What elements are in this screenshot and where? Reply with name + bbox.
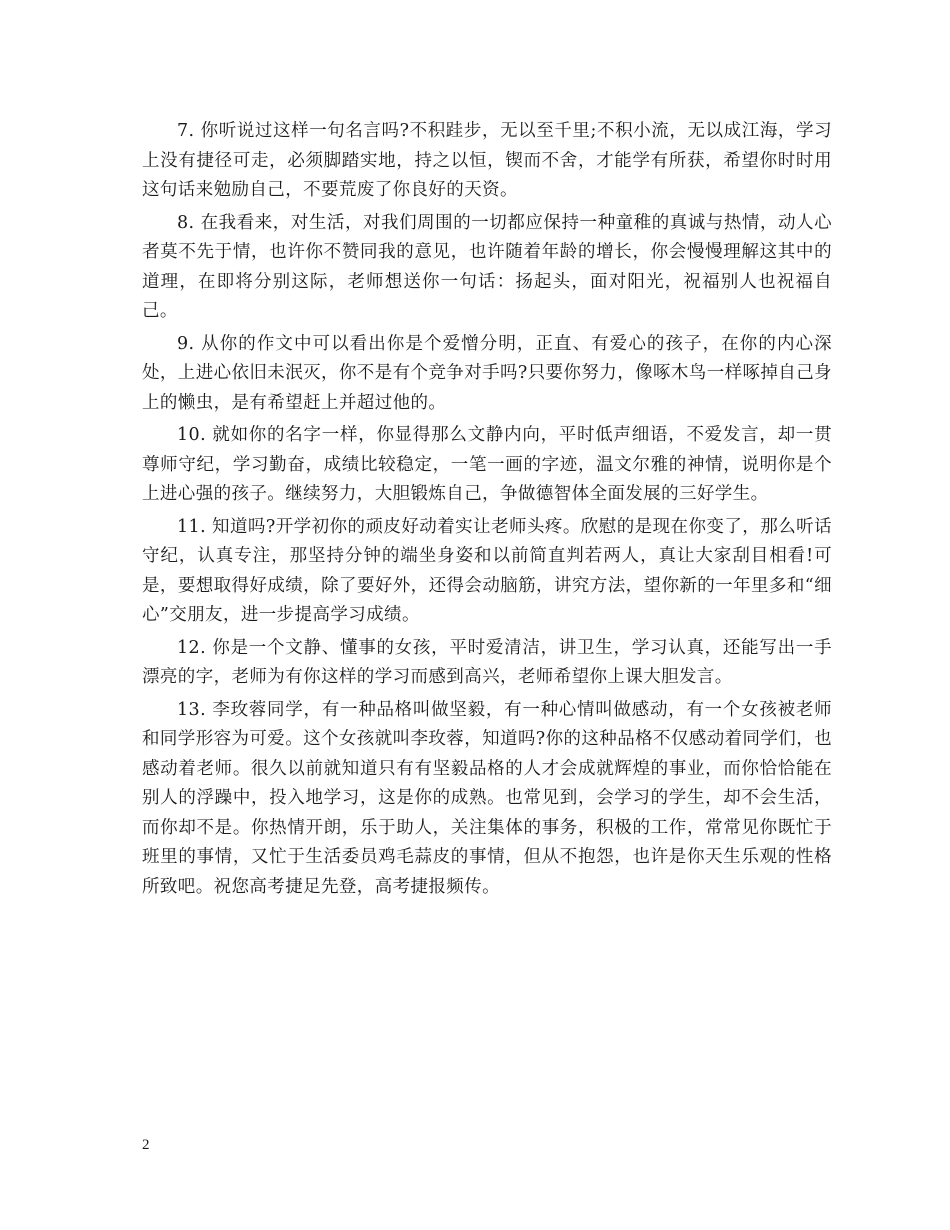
page-number: 2 (142, 1137, 150, 1153)
document-body (142, 117, 832, 905)
paragraph-8: 8. 在我看来，对生活，对我们周围的一切都应保持一种童稚的真诚与热情，动人心者莫不先于情，也许你不赞同我的意见，也许随着年龄的增长，你会慢慢理解这其中的道理，在即将分别这际，老师想送你一句话：扬起头，面对阳光，祝福别人也祝福自己。 (142, 212, 832, 321)
paragraph-10: 10. 就如你的名字一样，你显得那么文静内向，平时低声细语，不爱发言，却一贯尊师守纪，学习勤奋，成绩比较稳定，一笔一画的字迹，温文尔雅的神情，说明你是个上进心强的孩子。继续努力，大胆锻炼自己，争做德智体全面发展的三好学生。 (142, 425, 832, 504)
paragraph-12: 12. 你是一个文静、懂事的女孩，平时爱清洁，讲卫生，学习认真，还能写出一手漂亮的字，老师为有你这样的学习而感到高兴，老师希望你上课大胆发言。 (142, 637, 832, 687)
paragraph-13: 13. 李玫蓉同学，有一种品格叫做坚毅，有一种心情叫做感动，有一个女孩被老师和同学形容为可爱。这个女孩就叫李玫蓉，知道吗?你的这种品格不仅感动着同学们，也感动着老师。很久以前就知道只有有坚毅品格的人才会成就辉煌的事业，而你恰恰能在别人的浮躁中，投入地学习，这是你的成熟。也常见到，会学习的学生，却不会生活，而你却不是。你热情开朗，乐于助人，关注集体的事务，积极的工作，常常见你既忙于班里的事情，又忙于生活委员鸡毛蒜皮的事情，但从不抱怨，也许是你天生乐观的性格所致吧。祝您高考捷足先登，高考捷报频传。 (142, 699, 832, 897)
paragraph-9: 9. 从你的作文中可以看出你是个爱憎分明，正直、有爱心的孩子，在你的内心深处，上进心依旧未泯灭，你不是有个竞争对手吗?只要你努力，像啄木鸟一样啄掉自己身上的懒虫，是有希望赶上并超过他的。 (142, 333, 832, 413)
paragraph-7: 7. 你听说过这样一句名言吗?不积跬步，无以至千里;不积小流，无以成江海，学习上没有捷径可走，必须脚踏实地，持之以恒，锲而不舍，才能学有所获，希望你时时用这句话来勉励自己，不要荒废了你良好的天资。 (142, 121, 832, 200)
paragraph-11: 11. 知道吗?开学初你的顽皮好动着实让老师头疼。欣慰的是现在你变了，那么听话守纪，认真专注，那坚持分钟的端坐身姿和以前简直判若两人，真让大家刮目相看!可是，要想取得好成绩，除了要好外，还得会动脑筋，讲究方法，望你新的一年里多和“细心”交朋友，进一步提高学习成绩。 (142, 516, 832, 625)
